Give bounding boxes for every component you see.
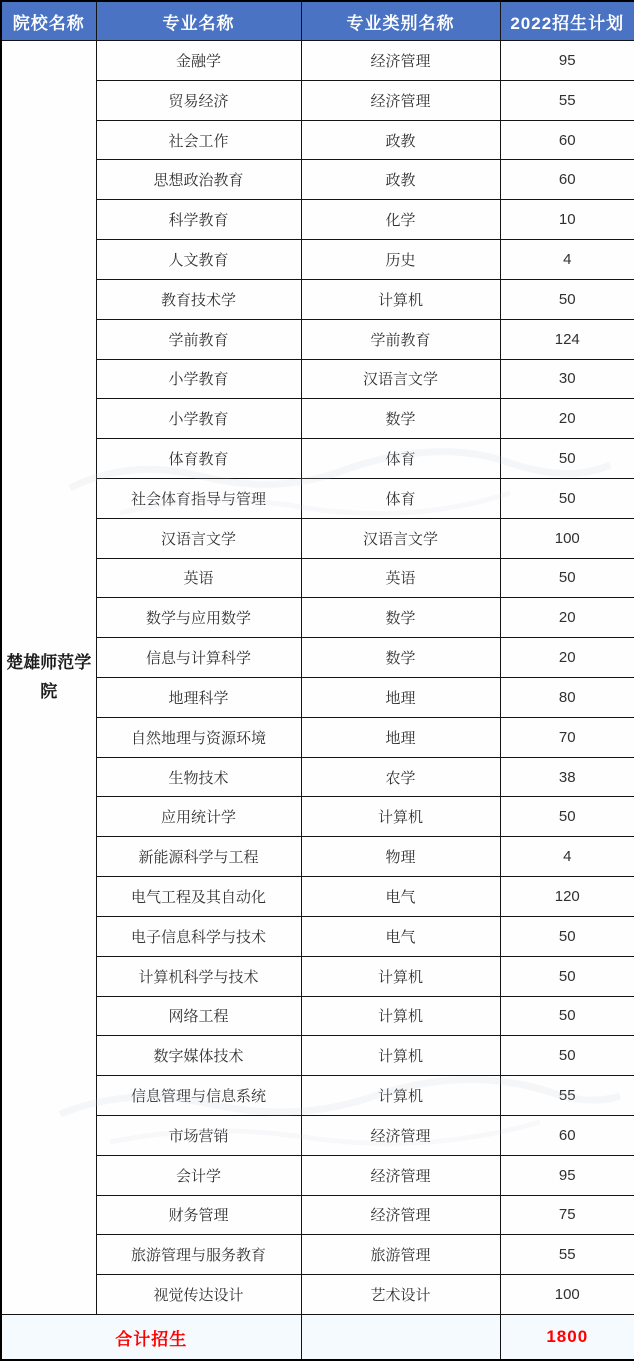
major-name-cell: 市场营销 xyxy=(96,1115,301,1155)
table-row xyxy=(1,120,634,160)
major-name-cell: 小学教育 xyxy=(96,399,301,439)
plan-count-cell: 50 xyxy=(500,478,634,518)
table-row xyxy=(1,1155,634,1195)
header-plan-2022: 2022招生计划 xyxy=(500,1,634,41)
total-label: 合计招生 xyxy=(1,1315,301,1361)
plan-count-cell: 60 xyxy=(500,1115,634,1155)
table-row xyxy=(1,1275,634,1315)
category-name-cell: 计算机 xyxy=(301,956,500,996)
plan-count-cell: 50 xyxy=(500,797,634,837)
major-name-cell: 计算机科学与技术 xyxy=(96,956,301,996)
table-row xyxy=(1,1235,634,1275)
major-name-cell: 小学教育 xyxy=(96,359,301,399)
plan-count-cell: 50 xyxy=(500,916,634,956)
table-row xyxy=(1,359,634,399)
major-name-cell: 应用统计学 xyxy=(96,797,301,837)
plan-count-cell: 100 xyxy=(500,518,634,558)
major-name-cell: 地理科学 xyxy=(96,678,301,718)
major-name-cell: 人文教育 xyxy=(96,240,301,280)
plan-count-cell: 50 xyxy=(500,996,634,1036)
category-name-cell: 经济管理 xyxy=(301,41,500,81)
table-row xyxy=(1,717,634,757)
plan-count-cell: 55 xyxy=(500,1076,634,1116)
table-header-row xyxy=(1,1,634,41)
category-name-cell: 学前教育 xyxy=(301,319,500,359)
category-name-cell: 政教 xyxy=(301,160,500,200)
category-name-cell: 计算机 xyxy=(301,1076,500,1116)
category-name-cell: 政教 xyxy=(301,120,500,160)
table-row xyxy=(1,518,634,558)
table-row xyxy=(1,41,634,81)
category-name-cell: 物理 xyxy=(301,837,500,877)
header-major: 专业名称 xyxy=(96,1,301,41)
table-row xyxy=(1,956,634,996)
major-name-cell: 信息管理与信息系统 xyxy=(96,1076,301,1116)
table-row xyxy=(1,1115,634,1155)
major-name-cell: 会计学 xyxy=(96,1155,301,1195)
plan-count-cell: 75 xyxy=(500,1195,634,1235)
category-name-cell: 旅游管理 xyxy=(301,1235,500,1275)
plan-count-cell: 60 xyxy=(500,120,634,160)
major-name-cell: 信息与计算科学 xyxy=(96,638,301,678)
category-name-cell: 经济管理 xyxy=(301,80,500,120)
table-row xyxy=(1,837,634,877)
category-name-cell: 经济管理 xyxy=(301,1195,500,1235)
category-name-cell: 艺术设计 xyxy=(301,1275,500,1315)
plan-count-cell: 120 xyxy=(500,877,634,917)
plan-count-cell: 30 xyxy=(500,359,634,399)
plan-count-cell: 50 xyxy=(500,439,634,479)
major-name-cell: 社会工作 xyxy=(96,120,301,160)
plan-count-cell: 95 xyxy=(500,41,634,81)
plan-count-cell: 4 xyxy=(500,240,634,280)
table-row xyxy=(1,678,634,718)
plan-count-cell: 124 xyxy=(500,319,634,359)
plan-count-cell: 95 xyxy=(500,1155,634,1195)
major-name-cell: 新能源科学与工程 xyxy=(96,837,301,877)
plan-count-cell: 50 xyxy=(500,1036,634,1076)
category-name-cell: 地理 xyxy=(301,717,500,757)
header-category: 专业类别名称 xyxy=(301,1,500,41)
category-name-cell: 计算机 xyxy=(301,1036,500,1076)
major-name-cell: 财务管理 xyxy=(96,1195,301,1235)
table-row xyxy=(1,558,634,598)
plan-count-cell: 55 xyxy=(500,80,634,120)
major-name-cell: 电子信息科学与技术 xyxy=(96,916,301,956)
total-row xyxy=(1,1315,634,1361)
table-row xyxy=(1,996,634,1036)
table-row xyxy=(1,439,634,479)
table-row xyxy=(1,1076,634,1116)
major-name-cell: 社会体育指导与管理 xyxy=(96,478,301,518)
category-name-cell: 经济管理 xyxy=(301,1115,500,1155)
category-name-cell: 电气 xyxy=(301,916,500,956)
plan-count-cell: 10 xyxy=(500,200,634,240)
plan-count-cell: 4 xyxy=(500,837,634,877)
major-name-cell: 思想政治教育 xyxy=(96,160,301,200)
header-institution: 院校名称 xyxy=(1,1,96,41)
major-name-cell: 学前教育 xyxy=(96,319,301,359)
table-row xyxy=(1,399,634,439)
category-name-cell: 数学 xyxy=(301,399,500,439)
table-row xyxy=(1,877,634,917)
category-name-cell: 数学 xyxy=(301,638,500,678)
plan-count-cell: 80 xyxy=(500,678,634,718)
plan-count-cell: 100 xyxy=(500,1275,634,1315)
plan-count-cell: 50 xyxy=(500,558,634,598)
table-row xyxy=(1,80,634,120)
category-name-cell: 农学 xyxy=(301,757,500,797)
plan-count-cell: 70 xyxy=(500,717,634,757)
plan-count-cell: 60 xyxy=(500,160,634,200)
plan-count-cell: 38 xyxy=(500,757,634,797)
table-row xyxy=(1,279,634,319)
total-value: 1800 xyxy=(500,1315,634,1361)
plan-count-cell: 20 xyxy=(500,399,634,439)
major-name-cell: 电气工程及其自动化 xyxy=(96,877,301,917)
category-name-cell: 汉语言文学 xyxy=(301,359,500,399)
table-row xyxy=(1,598,634,638)
category-name-cell: 地理 xyxy=(301,678,500,718)
table-row xyxy=(1,757,634,797)
table-row xyxy=(1,478,634,518)
category-name-cell: 体育 xyxy=(301,478,500,518)
category-name-cell: 化学 xyxy=(301,200,500,240)
major-name-cell: 英语 xyxy=(96,558,301,598)
table-row xyxy=(1,319,634,359)
plan-count-cell: 55 xyxy=(500,1235,634,1275)
plan-count-cell: 50 xyxy=(500,956,634,996)
category-name-cell: 计算机 xyxy=(301,279,500,319)
major-name-cell: 贸易经济 xyxy=(96,80,301,120)
category-name-cell: 经济管理 xyxy=(301,1155,500,1195)
major-name-cell: 体育教育 xyxy=(96,439,301,479)
category-name-cell: 计算机 xyxy=(301,797,500,837)
table-row xyxy=(1,797,634,837)
table-row xyxy=(1,638,634,678)
total-empty-cell xyxy=(301,1315,500,1361)
category-name-cell: 历史 xyxy=(301,240,500,280)
category-name-cell: 英语 xyxy=(301,558,500,598)
table-row xyxy=(1,1036,634,1076)
table-row xyxy=(1,1195,634,1235)
category-name-cell: 电气 xyxy=(301,877,500,917)
major-name-cell: 金融学 xyxy=(96,41,301,81)
table-row xyxy=(1,160,634,200)
major-name-cell: 汉语言文学 xyxy=(96,518,301,558)
category-name-cell: 数学 xyxy=(301,598,500,638)
category-name-cell: 体育 xyxy=(301,439,500,479)
major-name-cell: 数字媒体技术 xyxy=(96,1036,301,1076)
table-row xyxy=(1,200,634,240)
major-name-cell: 网络工程 xyxy=(96,996,301,1036)
plan-count-cell: 50 xyxy=(500,279,634,319)
major-name-cell: 旅游管理与服务教育 xyxy=(96,1235,301,1275)
table-row xyxy=(1,916,634,956)
institution-name-cell: 楚雄师范学院 xyxy=(1,41,96,1315)
major-name-cell: 数学与应用数学 xyxy=(96,598,301,638)
major-name-cell: 教育技术学 xyxy=(96,279,301,319)
major-name-cell: 科学教育 xyxy=(96,200,301,240)
category-name-cell: 汉语言文学 xyxy=(301,518,500,558)
major-name-cell: 生物技术 xyxy=(96,757,301,797)
plan-count-cell: 20 xyxy=(500,638,634,678)
plan-count-cell: 20 xyxy=(500,598,634,638)
major-name-cell: 视觉传达设计 xyxy=(96,1275,301,1315)
major-name-cell: 自然地理与资源环境 xyxy=(96,717,301,757)
category-name-cell: 计算机 xyxy=(301,996,500,1036)
table-row xyxy=(1,240,634,280)
